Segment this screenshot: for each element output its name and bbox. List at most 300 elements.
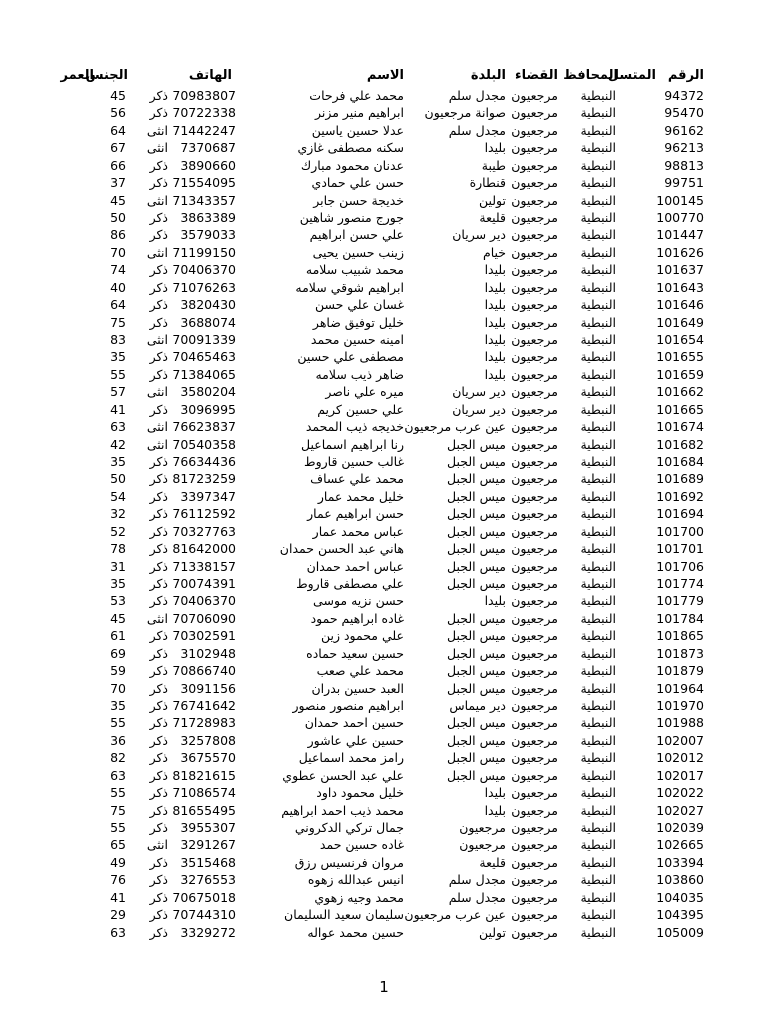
cell-town: ميس الجبل: [447, 628, 506, 644]
cell-qada: مرجعيون: [511, 227, 558, 243]
cell-age: 53: [110, 593, 126, 609]
cell-sex: ذكر: [149, 488, 168, 504]
cell-sex: ذكر: [149, 854, 168, 870]
cell-gov: النبطية: [580, 244, 616, 260]
cell-gov: النبطية: [580, 889, 616, 905]
cell-sex: ذكر: [149, 715, 168, 731]
table-row: [0, 104, 768, 121]
cell-age: 63: [110, 419, 126, 435]
cell-qada: مرجعيون: [511, 349, 558, 365]
cell-sex: انثى: [146, 122, 168, 138]
cell-sex: ذكر: [149, 785, 168, 801]
cell-qada: مرجعيون: [511, 767, 558, 783]
cell-phone: 70540358: [172, 436, 236, 452]
cell-id: 101879: [656, 663, 704, 679]
cell-gov: النبطية: [580, 802, 616, 818]
cell-sex: ذكر: [149, 175, 168, 191]
cell-town: ميس الجبل: [447, 523, 506, 539]
cell-id: 101684: [656, 454, 704, 470]
cell-sex: ذكر: [149, 732, 168, 748]
cell-age: 86: [110, 227, 126, 243]
cell-qada: مرجعيون: [511, 506, 558, 522]
cell-age: 76: [110, 872, 126, 888]
cell-gov: النبطية: [580, 488, 616, 504]
table-row: [0, 802, 768, 819]
cell-id: 101655: [656, 349, 704, 365]
cell-age: 63: [110, 924, 126, 940]
cell-town: مرجعيون: [459, 837, 506, 853]
cell-name: انيس عبدالله زهوه: [307, 872, 404, 888]
cell-qada: مرجعيون: [511, 384, 558, 400]
cell-name: حسين علي عاشور: [307, 732, 404, 748]
cell-age: 45: [110, 88, 126, 103]
cell-gov: النبطية: [580, 262, 616, 278]
cell-qada: مرجعيون: [511, 593, 558, 609]
cell-age: 55: [110, 715, 126, 731]
cell-town: صوانة مرجعيون: [424, 105, 506, 121]
cell-gov: النبطية: [580, 314, 616, 330]
cell-sex: ذكر: [149, 314, 168, 330]
cell-sex: ذكر: [149, 471, 168, 487]
cell-phone: 3688074: [180, 314, 236, 330]
cell-age: 40: [110, 279, 126, 295]
cell-name: حسين احمد حمدان: [304, 715, 404, 731]
cell-qada: مرجعيون: [511, 401, 558, 417]
cell-gov: النبطية: [580, 227, 616, 243]
cell-name: عدنان محمود مبارك: [300, 157, 404, 173]
cell-age: 52: [110, 523, 126, 539]
cell-phone: 81655495: [172, 802, 236, 818]
cell-town: مجدل سلم: [448, 889, 506, 905]
header-qada: القضاء: [514, 68, 558, 83]
cell-qada: مرجعيون: [511, 645, 558, 661]
cell-name: ابراهيم منصور منصور: [292, 698, 404, 714]
cell-sex: ذكر: [149, 523, 168, 539]
table-row: [0, 749, 768, 766]
cell-phone: 76623837: [172, 419, 236, 435]
cell-qada: مرجعيون: [511, 785, 558, 801]
cell-gov: النبطية: [580, 297, 616, 313]
table-row: [0, 558, 768, 575]
cell-id: 102017: [656, 767, 704, 783]
cell-age: 64: [110, 122, 126, 138]
cell-id: 101643: [656, 279, 704, 295]
cell-name: ابراهيم شوقي سلامه: [295, 279, 404, 295]
cell-gov: النبطية: [580, 454, 616, 470]
cell-sex: ذكر: [149, 907, 168, 923]
page-number: 1: [379, 978, 389, 996]
table-row: [0, 575, 768, 592]
table-row: [0, 87, 768, 104]
cell-town: ميس الجبل: [447, 715, 506, 731]
cell-phone: 70722338: [172, 105, 236, 121]
cell-phone: 3397347: [180, 488, 236, 504]
cell-age: 35: [110, 454, 126, 470]
cell-name: امينه حسين محمد: [310, 332, 404, 348]
cell-phone: 71076263: [172, 279, 236, 295]
cell-qada: مرجعيون: [511, 88, 558, 103]
cell-town: بليدا: [484, 140, 506, 156]
cell-id: 101665: [656, 401, 704, 417]
cell-gov: النبطية: [580, 523, 616, 539]
cell-id: 101649: [656, 314, 704, 330]
cell-qada: مرجعيون: [511, 157, 558, 173]
cell-name: رنا ابراهيم اسماعيل: [301, 436, 404, 452]
cell-phone: 76112592: [172, 506, 236, 522]
cell-phone: 81642000: [172, 541, 236, 557]
cell-id: 100145: [656, 192, 704, 208]
cell-age: 55: [110, 820, 126, 836]
cell-id: 101626: [656, 244, 704, 260]
cell-id: 101964: [656, 680, 704, 696]
cell-qada: مرجعيون: [511, 332, 558, 348]
table-row: [0, 453, 768, 470]
cell-town: مرجعيون: [459, 820, 506, 836]
cell-id: 101865: [656, 628, 704, 644]
table-row: [0, 627, 768, 644]
cell-id: 102012: [656, 750, 704, 766]
cell-sex: ذكر: [149, 227, 168, 243]
cell-qada: مرجعيون: [511, 122, 558, 138]
header-phone: الهاتف: [188, 68, 232, 83]
cell-name: محمد علي عساف: [310, 471, 404, 487]
cell-name: عدلا حسين ياسين: [311, 122, 404, 138]
cell-gov: النبطية: [580, 820, 616, 836]
cell-qada: مرجعيون: [511, 698, 558, 714]
cell-phone: 3096995: [180, 401, 236, 417]
cell-name: علي مصطفى قاروط: [296, 576, 404, 592]
cell-phone: 3515468: [180, 854, 236, 870]
cell-age: 67: [110, 140, 126, 156]
cell-id: 101692: [656, 488, 704, 504]
table-row: [0, 836, 768, 853]
cell-id: 96162: [664, 122, 704, 138]
table-row: [0, 767, 768, 784]
cell-sex: انثى: [146, 837, 168, 853]
cell-phone: 70706090: [172, 610, 236, 626]
cell-town: قنطارة: [469, 175, 506, 191]
cell-gov: النبطية: [580, 558, 616, 574]
cell-gov: النبطية: [580, 854, 616, 870]
cell-phone: 70091339: [172, 332, 236, 348]
cell-sex: انثى: [146, 610, 168, 626]
header-sex: الجنس: [85, 68, 128, 83]
cell-phone: 3257808: [180, 732, 236, 748]
cell-age: 55: [110, 366, 126, 382]
table-row: [0, 784, 768, 801]
cell-qada: مرجعيون: [511, 140, 558, 156]
cell-town: دير سريان: [452, 384, 506, 400]
cell-sex: ذكر: [149, 698, 168, 714]
cell-age: 41: [110, 401, 126, 417]
cell-gov: النبطية: [580, 663, 616, 679]
cell-id: 103394: [656, 854, 704, 870]
cell-sex: انثى: [146, 332, 168, 348]
cell-id: 101654: [656, 332, 704, 348]
cell-town: ميس الجبل: [447, 663, 506, 679]
cell-age: 83: [110, 332, 126, 348]
cell-id: 98813: [664, 157, 704, 173]
cell-town: ميس الجبل: [447, 750, 506, 766]
cell-qada: مرجعيون: [511, 523, 558, 539]
cell-qada: مرجعيون: [511, 802, 558, 818]
cell-age: 35: [110, 349, 126, 365]
cell-phone: 71554095: [172, 175, 236, 191]
cell-qada: مرجعيون: [511, 297, 558, 313]
cell-qada: مرجعيون: [511, 541, 558, 557]
cell-gov: النبطية: [580, 366, 616, 382]
cell-town: تولين: [478, 924, 506, 940]
cell-qada: مرجعيون: [511, 262, 558, 278]
cell-name: محمد وجيه زهوي: [314, 889, 404, 905]
table-row: [0, 296, 768, 313]
cell-qada: مرجعيون: [511, 419, 558, 435]
cell-sex: ذكر: [149, 767, 168, 783]
cell-name: محمد ذيب احمد ابراهيم: [281, 802, 404, 818]
cell-age: 78: [110, 541, 126, 557]
cell-name: علي حسن ابراهيم: [309, 227, 404, 243]
cell-phone: 3329272: [180, 924, 236, 940]
cell-qada: مرجعيون: [511, 837, 558, 853]
cell-age: 37: [110, 175, 126, 191]
cell-id: 101637: [656, 262, 704, 278]
cell-gov: النبطية: [580, 349, 616, 365]
cell-name: خديجه ذيب المحمد: [305, 419, 404, 435]
cell-phone: 81723259: [172, 471, 236, 487]
cell-sex: ذكر: [149, 576, 168, 592]
cell-name: ضاهر ذيب سلامه: [315, 366, 404, 382]
cell-town: قليعة: [479, 210, 506, 225]
table-row: [0, 924, 768, 941]
cell-qada: مرجعيون: [511, 854, 558, 870]
table-row: [0, 819, 768, 836]
cell-name: حسين محمد عواله: [307, 924, 404, 940]
cell-town: ميس الجبل: [447, 645, 506, 661]
cell-name: غاده حسين حمد: [319, 837, 404, 853]
cell-phone: 71728983: [172, 715, 236, 731]
cell-sex: ذكر: [149, 750, 168, 766]
table-row: [0, 436, 768, 453]
cell-sex: ذكر: [149, 349, 168, 365]
cell-town: بليدا: [484, 332, 506, 348]
cell-phone: 3579033: [180, 227, 236, 243]
cell-town: بليدا: [484, 279, 506, 295]
table-row: [0, 174, 768, 191]
cell-sex: ذكر: [149, 366, 168, 382]
cell-age: 75: [110, 314, 126, 330]
cell-id: 99751: [664, 175, 704, 191]
cell-gov: النبطية: [580, 541, 616, 557]
table-row: [0, 714, 768, 731]
cell-gov: النبطية: [580, 750, 616, 766]
cell-gov: النبطية: [580, 506, 616, 522]
cell-id: 104035: [656, 889, 704, 905]
cell-qada: مرجعيون: [511, 244, 558, 260]
cell-age: 36: [110, 732, 126, 748]
cell-name: غسان علي حسن: [314, 297, 404, 313]
cell-id: 101784: [656, 610, 704, 626]
cell-age: 69: [110, 645, 126, 661]
cell-town: دير ميماس: [449, 698, 506, 714]
cell-sex: ذكر: [149, 210, 168, 225]
table-row: [0, 226, 768, 243]
cell-town: ميس الجبل: [447, 471, 506, 487]
table-row: [0, 209, 768, 226]
cell-qada: مرجعيون: [511, 366, 558, 382]
cell-phone: 71086574: [172, 785, 236, 801]
table-row: [0, 418, 768, 435]
cell-town: مجدل سلم: [448, 88, 506, 103]
cell-qada: مرجعيون: [511, 175, 558, 191]
table-row: [0, 592, 768, 609]
cell-town: ميس الجبل: [447, 732, 506, 748]
cell-name: علي عبد الحسن عطوي: [282, 767, 404, 783]
cell-sex: ذكر: [149, 889, 168, 905]
cell-sex: ذكر: [149, 157, 168, 173]
cell-phone: 70406370: [172, 593, 236, 609]
cell-id: 101682: [656, 436, 704, 452]
cell-town: طيبة: [481, 157, 506, 173]
cell-town: خيام: [482, 244, 506, 260]
table-row: [0, 279, 768, 296]
cell-qada: مرجعيون: [511, 889, 558, 905]
cell-phone: 71384065: [172, 366, 236, 382]
cell-id: 94372: [664, 88, 704, 103]
cell-name: حسن علي حمادي: [311, 175, 404, 191]
cell-name: رامز محمد اسماعيل: [298, 750, 404, 766]
cell-qada: مرجعيون: [511, 558, 558, 574]
cell-sex: ذكر: [149, 872, 168, 888]
cell-gov: النبطية: [580, 924, 616, 940]
cell-id: 101659: [656, 366, 704, 382]
cell-gov: النبطية: [580, 715, 616, 731]
cell-town: ميس الجبل: [447, 610, 506, 626]
cell-id: 101674: [656, 419, 704, 435]
table-row: [0, 645, 768, 662]
cell-age: 31: [110, 558, 126, 574]
table-row: [0, 732, 768, 749]
table-row: [0, 331, 768, 348]
cell-sex: انثى: [146, 244, 168, 260]
cell-name: غاده ابراهيم حمود: [310, 610, 404, 626]
cell-name: عباس محمد عمار: [312, 523, 404, 539]
cell-gov: النبطية: [580, 192, 616, 208]
cell-sex: ذكر: [149, 105, 168, 121]
cell-sex: ذكر: [149, 506, 168, 522]
cell-town: بليدا: [484, 802, 506, 818]
cell-gov: النبطية: [580, 384, 616, 400]
cell-age: 59: [110, 663, 126, 679]
cell-phone: 3580204: [180, 384, 236, 400]
table-row: [0, 366, 768, 383]
cell-name: غالب حسين قاروط: [304, 454, 404, 470]
cell-name: علي محمود زين: [320, 628, 404, 644]
cell-town: ميس الجبل: [447, 454, 506, 470]
cell-gov: النبطية: [580, 907, 616, 923]
cell-id: 105009: [656, 924, 704, 940]
cell-qada: مرجعيون: [511, 314, 558, 330]
cell-town: ميس الجبل: [447, 576, 506, 592]
cell-qada: مرجعيون: [511, 279, 558, 295]
cell-qada: مرجعيون: [511, 715, 558, 731]
cell-phone: 70744310: [172, 907, 236, 923]
cell-qada: مرجعيون: [511, 628, 558, 644]
table-row: [0, 505, 768, 522]
cell-phone: 3890660: [180, 157, 236, 173]
cell-sex: انثى: [146, 384, 168, 400]
cell-id: 101774: [656, 576, 704, 592]
table-row: [0, 314, 768, 331]
cell-town: ميس الجبل: [447, 558, 506, 574]
cell-phone: 70074391: [172, 576, 236, 592]
cell-name: سكنه مصطفى غازي: [297, 140, 404, 156]
cell-phone: 71442247: [172, 122, 236, 138]
cell-id: 102022: [656, 785, 704, 801]
table-row: [0, 523, 768, 540]
cell-phone: 3955307: [180, 820, 236, 836]
cell-age: 45: [110, 610, 126, 626]
cell-name: ابراهيم منير مزنر: [314, 105, 404, 121]
cell-town: ميس الجبل: [447, 767, 506, 783]
cell-phone: 3276553: [180, 872, 236, 888]
cell-name: مروان فرنسيس رزق: [294, 854, 404, 870]
cell-gov: النبطية: [580, 576, 616, 592]
cell-sex: ذكر: [149, 628, 168, 644]
cell-id: 104395: [656, 907, 704, 923]
cell-id: 101700: [656, 523, 704, 539]
cell-sex: ذكر: [149, 454, 168, 470]
cell-sex: ذكر: [149, 593, 168, 609]
cell-gov: النبطية: [580, 837, 616, 853]
cell-sex: ذكر: [149, 297, 168, 313]
cell-id: 102665: [656, 837, 704, 853]
cell-gov: النبطية: [580, 88, 616, 103]
cell-sex: ذكر: [149, 88, 168, 103]
cell-town: تولين: [478, 192, 506, 208]
table-row: [0, 192, 768, 209]
table-row: [0, 871, 768, 888]
cell-age: 32: [110, 506, 126, 522]
cell-age: 64: [110, 297, 126, 313]
table-row: [0, 488, 768, 505]
cell-name: جورج منصور شاهين: [299, 210, 404, 225]
cell-age: 35: [110, 698, 126, 714]
cell-town: عين عرب مرجعيون: [404, 907, 506, 923]
cell-id: 102039: [656, 820, 704, 836]
cell-qada: مرجعيون: [511, 610, 558, 626]
table-row: [0, 889, 768, 906]
cell-town: دير سريان: [452, 401, 506, 417]
cell-town: مجدل سلم: [448, 122, 506, 138]
cell-name: هاني عبد الحسن حمدان: [279, 541, 404, 557]
cell-age: 75: [110, 802, 126, 818]
cell-qada: مرجعيون: [511, 192, 558, 208]
cell-age: 56: [110, 105, 126, 121]
cell-gov: النبطية: [580, 471, 616, 487]
cell-age: 70: [110, 244, 126, 260]
cell-name: علي حسين كريم: [317, 401, 404, 417]
cell-town: قليعة: [479, 854, 506, 870]
cell-town: بليدا: [484, 366, 506, 382]
cell-qada: مرجعيون: [511, 210, 558, 225]
cell-phone: 70302591: [172, 628, 236, 644]
cell-sex: انثى: [146, 140, 168, 156]
cell-age: 66: [110, 157, 126, 173]
cell-qada: مرجعيون: [511, 732, 558, 748]
cell-gov: النبطية: [580, 872, 616, 888]
cell-name: محمد شبيب سلامه: [305, 262, 404, 278]
cell-town: ميس الجبل: [447, 506, 506, 522]
